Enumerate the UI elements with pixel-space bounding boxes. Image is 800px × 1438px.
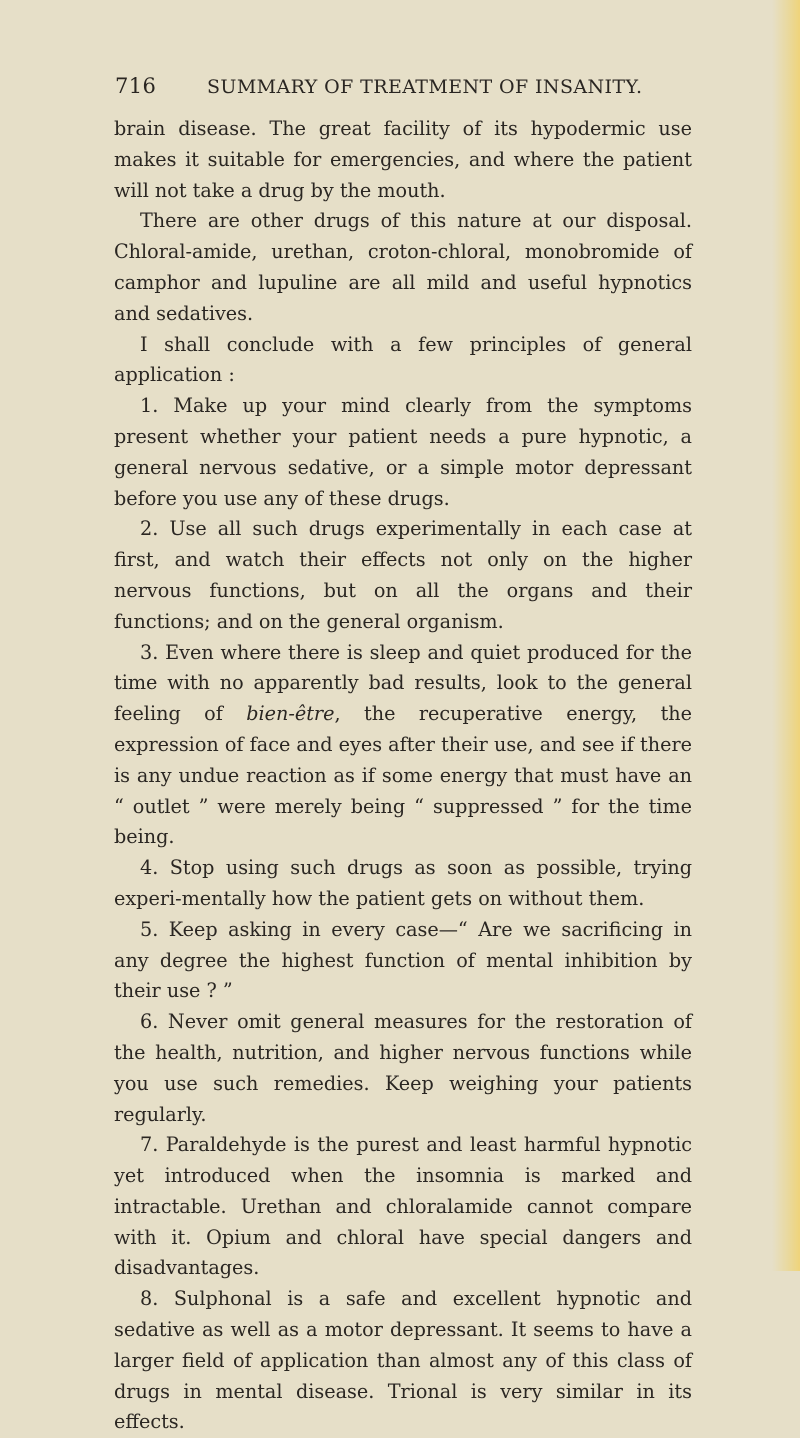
- paragraph-continuation: brain disease. The great facility of its hypodermic use makes it suitable for emergencies, and where the patient will not take a drug by the mouth.: [114, 117, 692, 202]
- principle-5: 5. Keep asking in every case—“ Are we sacrificing in any degree the highest function of mental inhibition by their use ? ”: [114, 917, 692, 1003]
- page-edge: [772, 0, 800, 1271]
- principle-3-italic: bien-être: [246, 702, 335, 726]
- principle-1: 1. Make up your mind clearly from the symptoms present whether your patient needs a pure hypnotic, a general nervous sedative, or a simple motor depressant before you use any of these drugs.: [114, 394, 692, 510]
- paragraph-other-drugs: There are other drugs of this nature at our disposal. Chloral-amide, urethan, croton-chloral, monobromide of camphor and lupuline are all mild and useful hypnotics and sedatives.: [114, 209, 692, 325]
- principle-2: 2. Use all such drugs experimentally in each case at first, and watch their effects not only on the higher nervous functions, but on all the organs and their functions; and on the general organism.: [114, 517, 692, 633]
- principle-3: [114, 638, 692, 854]
- paragraph-principles-intro: I shall conclude with a few principles of general application :: [114, 332, 692, 387]
- body-text: [114, 114, 692, 1438]
- principle-7: 7. Paraldehyde is the purest and least harmful hypnotic yet introduced when the insomnia is marked and intractable. Urethan and chloralamide cannot compare with it. Opium and chloral have special dangers and disadvantages.: [114, 1133, 692, 1280]
- page-number: 716: [115, 74, 157, 98]
- principle-3-post: , the recuperative energy, the expression of face and eyes after their use, and see if there is any undue reaction as if some energy that must have an “ outlet ” were merely being “ suppressed ” for the time being.: [114, 702, 692, 849]
- principle-8: 8. Sulphonal is a safe and excellent hypnotic and sedative as well as a motor depressant. It seems to have a larger field of application than almost any of this class of drugs in mental disease. Trional is very similar in its effects.: [114, 1287, 692, 1434]
- principle-6: 6. Never omit general measures for the restoration of the health, nutrition, and higher nervous functions while you use such remedies. Keep weighing your patients regularly.: [114, 1010, 692, 1126]
- principle-3-pre: 3. Even where there is sleep and quiet produced for the time with no apparently bad results, look to the general feeling of: [114, 640, 692, 726]
- running-header: [115, 74, 715, 98]
- principle-4: 4. Stop using such drugs as soon as possible, trying experi-mentally how the patient gets on without them.: [114, 856, 692, 910]
- running-title: SUMMARY OF TREATMENT OF INSANITY.: [207, 76, 643, 98]
